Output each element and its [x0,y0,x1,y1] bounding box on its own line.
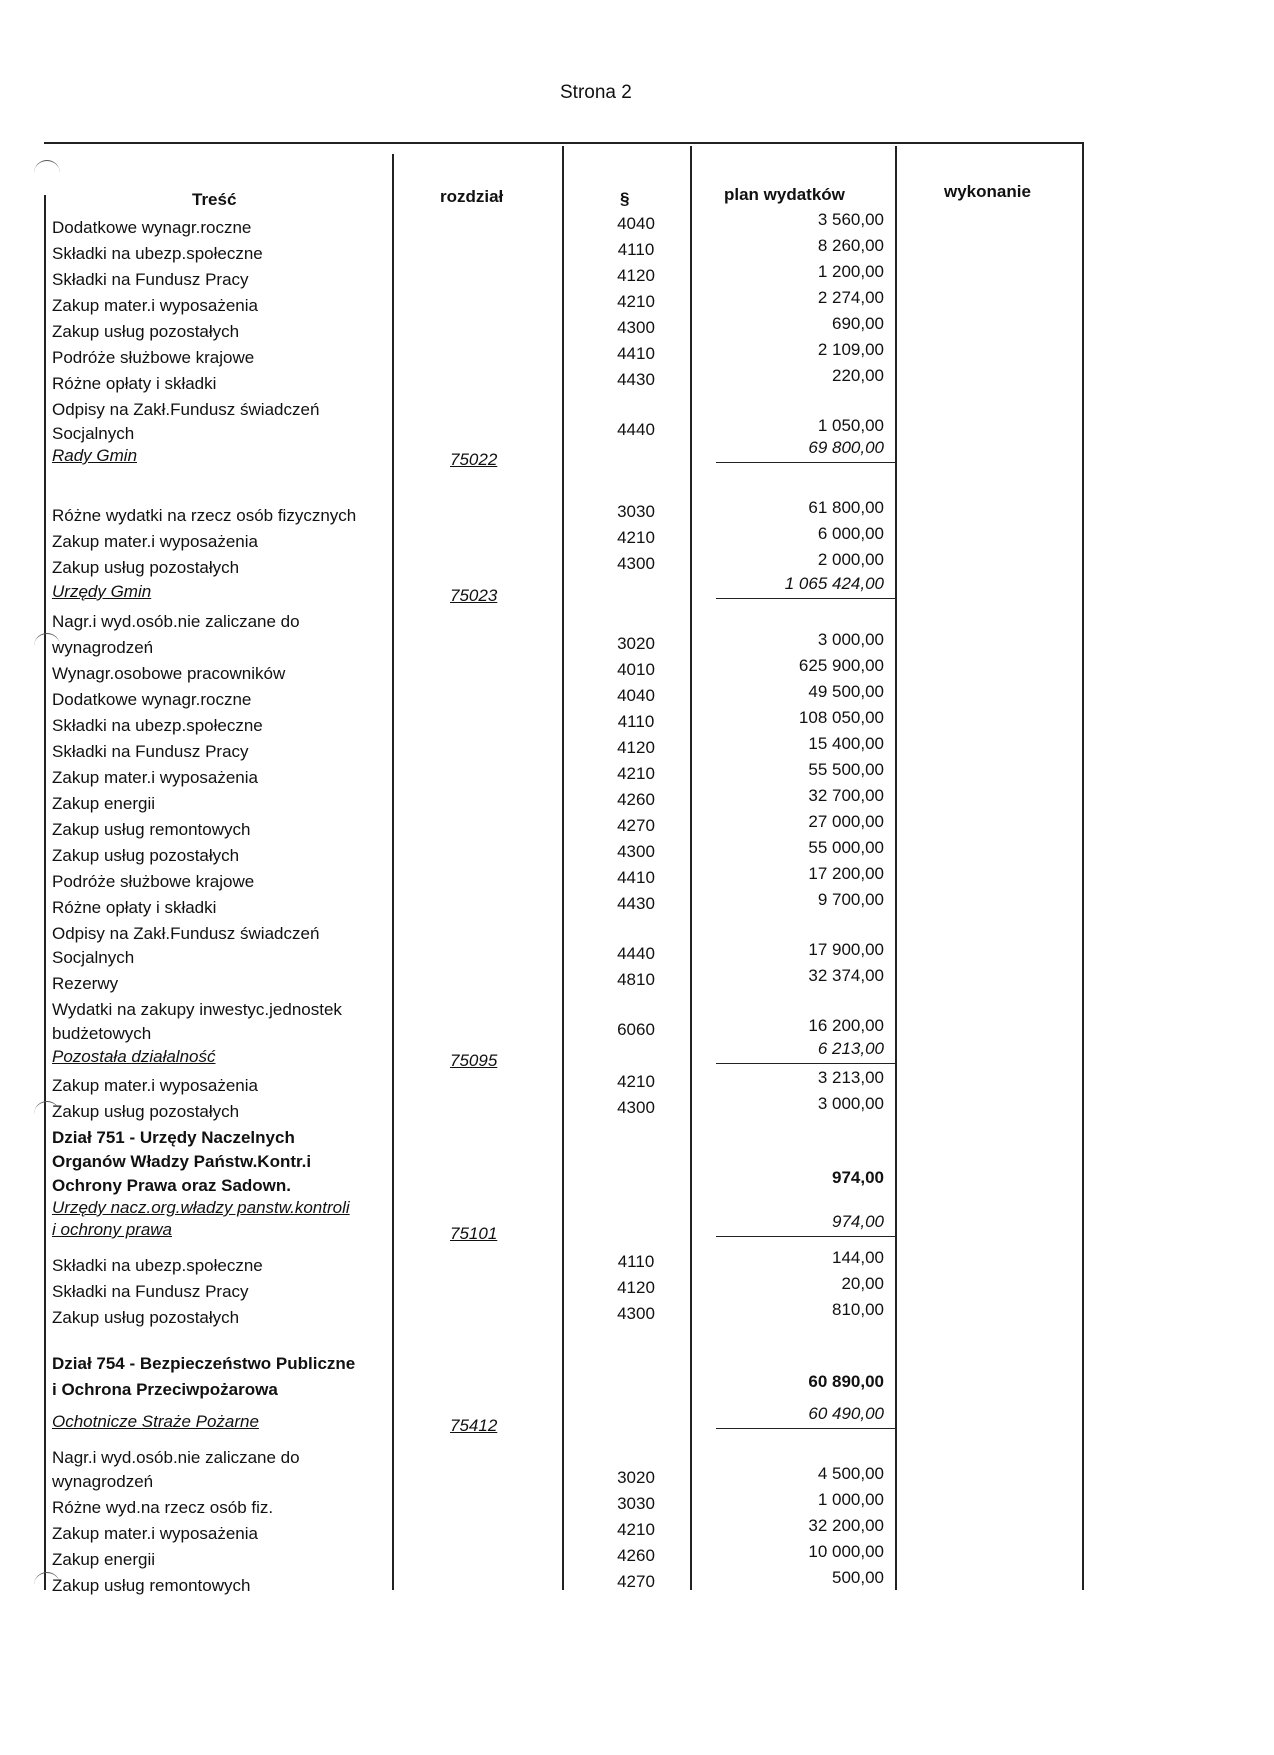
row-plan-value: 32 200,00 [808,1516,884,1535]
row-plan-value: 17 900,00 [808,940,884,959]
row-label: Składki na Fundusz Pracy [52,1282,249,1301]
row-paragraf: 3020 [617,1468,655,1487]
row-paragraf: 4120 [617,1278,655,1297]
row-plan-value: 4 500,00 [817,1464,884,1483]
row-rozdzial: 75022 [450,450,498,469]
row-label: Zakup usług pozostałych [52,846,240,865]
row-plan-value: 3 213,00 [817,1068,884,1087]
row-plan-value: 1 000,00 [817,1490,884,1509]
header-wykonanie: wykonanie [944,182,1031,201]
row-plan-value: 55 000,00 [808,838,884,857]
row-plan-value: 108 050,00 [798,708,884,727]
row-label: Składki na ubezp.społeczne [52,716,263,735]
subtotal-underline [716,1063,896,1064]
row-label: i Ochrona Przeciwpożarowa [52,1380,278,1399]
row-label: Zakup mater.i wyposażenia [52,1524,258,1543]
row-plan-value: 60 490,00 [808,1404,884,1423]
subtotal-underline [716,1428,896,1429]
row-plan-value: 17 200,00 [808,864,884,883]
row-label: Zakup usług remontowych [52,1576,251,1595]
row-paragraf: 4210 [617,528,655,547]
row-label: Składki na Fundusz Pracy [52,270,249,289]
row-label: Ochotnicze Straże Pożarne [52,1412,259,1431]
row-paragraf: 4210 [617,1072,655,1091]
row-paragraf: 3020 [617,634,655,653]
row-paragraf: 4410 [617,868,655,887]
row-plan-value: 32 700,00 [808,786,884,805]
row-plan-value: 61 800,00 [808,498,884,517]
row-plan-value: 3 560,00 [817,210,884,229]
row-plan-value: 500,00 [832,1568,884,1587]
row-plan-value: 2 000,00 [817,550,884,569]
row-paragraf: 4270 [617,816,655,835]
row-paragraf: 4430 [617,894,655,913]
row-label: Zakup mater.i wyposażenia [52,1076,258,1095]
row-label: Urzędy Gmin [52,582,152,601]
row-label: Składki na ubezp.społeczne [52,1256,263,1275]
row-label: i ochrony prawa [52,1220,173,1239]
row-label: Ochrony Prawa oraz Sadown. [52,1176,292,1195]
row-label: Zakup mater.i wyposażenia [52,296,258,315]
row-plan-value: 60 890,00 [808,1372,884,1391]
row-paragraf: 4110 [617,712,655,731]
row-paragraf: 3030 [617,502,655,521]
row-plan-value: 55 500,00 [808,760,884,779]
row-label: Zakup mater.i wyposażenia [52,768,258,787]
row-paragraf: 6060 [617,1020,655,1039]
row-plan-value: 10 000,00 [808,1542,884,1561]
row-label: Zakup usług pozostałych [52,1308,240,1327]
row-plan-value: 16 200,00 [808,1016,884,1035]
row-paragraf: 4210 [617,292,655,311]
row-paragraf: 4120 [617,266,655,285]
row-label: Zakup energii [52,794,156,813]
row-label: Składki na Fundusz Pracy [52,742,249,761]
row-plan-value: 27 000,00 [808,812,884,831]
row-label: Odpisy na Zakł.Fundusz świadczeń [52,400,320,419]
row-label: Zakup usług remontowych [52,820,251,839]
row-paragraf: 4210 [617,1520,655,1539]
row-label: budżetowych [52,1024,152,1043]
row-plan-value: 1 065 424,00 [784,574,884,593]
row-label: Różne wyd.na rzecz osób fiz. [52,1498,274,1517]
row-label: Odpisy na Zakł.Fundusz świadczeń [52,924,320,943]
row-label: wynagrodzeń [52,638,154,657]
row-plan-value: 220,00 [832,366,884,385]
row-label: Podróże służbowe krajowe [52,872,255,891]
row-plan-value: 974,00 [832,1212,884,1231]
row-paragraf: 4440 [617,944,655,963]
header-plan-wydatkow: plan wydatków [724,185,845,204]
row-label: Wynagr.osobowe pracowników [52,664,286,683]
header-tresc: Treść [192,190,237,209]
row-label: Podróże służbowe krajowe [52,348,255,367]
row-rozdzial: 75023 [450,586,498,605]
row-paragraf: 4110 [617,1252,655,1271]
row-label: Wydatki na zakupy inwestyc.jednostek [52,1000,342,1019]
row-plan-value: 49 500,00 [808,682,884,701]
row-label: Zakup energii [52,1550,156,1569]
row-paragraf: 4260 [617,1546,655,1565]
row-plan-value: 20,00 [841,1274,884,1293]
row-paragraf: 4210 [617,764,655,783]
row-plan-value: 974,00 [832,1168,884,1187]
row-paragraf: 4300 [617,1098,655,1117]
row-rozdzial: 75412 [450,1416,498,1435]
row-label: Zakup usług pozostałych [52,1102,240,1121]
row-paragraf: 3030 [617,1494,655,1513]
row-plan-value: 810,00 [832,1300,884,1319]
row-label: Zakup usług pozostałych [52,322,240,341]
subtotal-underline [716,1236,896,1237]
row-label: Różne opłaty i składki [52,898,217,917]
row-label: Socjalnych [52,948,135,967]
row-label: Dodatkowe wynagr.roczne [52,690,252,709]
page-number: Strona 2 [560,82,632,103]
row-paragraf: 4300 [617,1304,655,1323]
subtotal-underline [716,598,896,599]
row-label: Rezerwy [52,974,119,993]
row-paragraf: 4300 [617,318,655,337]
header-rozdzial: rozdział [440,187,504,206]
row-label: Różne opłaty i składki [52,374,217,393]
row-plan-value: 32 374,00 [808,966,884,985]
row-paragraf: 4010 [617,660,655,679]
row-plan-value: 6 213,00 [817,1039,884,1058]
row-plan-value: 6 000,00 [817,524,884,543]
row-plan-value: 1 050,00 [817,416,884,435]
row-plan-value: 15 400,00 [808,734,884,753]
row-paragraf: 4110 [617,240,655,259]
row-paragraf: 4270 [617,1572,655,1591]
row-label: Nagr.i wyd.osób.nie zaliczane do [52,612,300,631]
row-paragraf: 4040 [617,214,655,233]
row-plan-value: 3 000,00 [817,1094,884,1113]
row-plan-value: 3 000,00 [817,630,884,649]
row-plan-value: 2 109,00 [817,340,884,359]
row-paragraf: 4300 [617,554,655,573]
row-paragraf: 4810 [617,970,655,989]
row-label: Zakup usług pozostałych [52,558,240,577]
row-plan-value: 690,00 [832,314,884,333]
row-label: Dział 754 - Bezpieczeństwo Publiczne [52,1354,356,1373]
row-label: Dodatkowe wynagr.roczne [52,218,252,237]
row-plan-value: 9 700,00 [817,890,884,909]
row-paragraf: 4120 [617,738,655,757]
row-plan-value: 69 800,00 [808,438,884,457]
row-plan-value: 144,00 [832,1248,884,1267]
row-label: Pozostała działalność [52,1047,216,1066]
header-paragraf: § [620,189,630,208]
row-paragraf: 4260 [617,790,655,809]
row-paragraf: 4440 [617,420,655,439]
row-paragraf: 4300 [617,842,655,861]
row-paragraf: 4040 [617,686,655,705]
row-label: Urzędy nacz.org.władzy panstw.kontroli [52,1198,350,1217]
row-label: Organów Władzy Państw.Kontr.i [52,1152,312,1171]
row-label: Socjalnych [52,424,135,443]
row-label: Dział 751 - Urzędy Naczelnych [52,1128,295,1147]
subtotal-underline [716,462,896,463]
row-label: Składki na ubezp.społeczne [52,244,263,263]
row-rozdzial: 75095 [450,1051,498,1070]
row-plan-value: 1 200,00 [817,262,884,281]
row-label: Nagr.i wyd.osób.nie zaliczane do [52,1448,300,1467]
row-plan-value: 2 274,00 [817,288,884,307]
row-paragraf: 4410 [617,344,655,363]
row-label: Różne wydatki na rzecz osób fizycznych [52,506,357,525]
row-paragraf: 4430 [617,370,655,389]
row-plan-value: 8 260,00 [817,236,884,255]
row-label: Rady Gmin [52,446,138,465]
row-rozdzial: 75101 [450,1224,498,1243]
row-label: wynagrodzeń [52,1472,154,1491]
row-label: Zakup mater.i wyposażenia [52,532,258,551]
row-plan-value: 625 900,00 [798,656,884,675]
